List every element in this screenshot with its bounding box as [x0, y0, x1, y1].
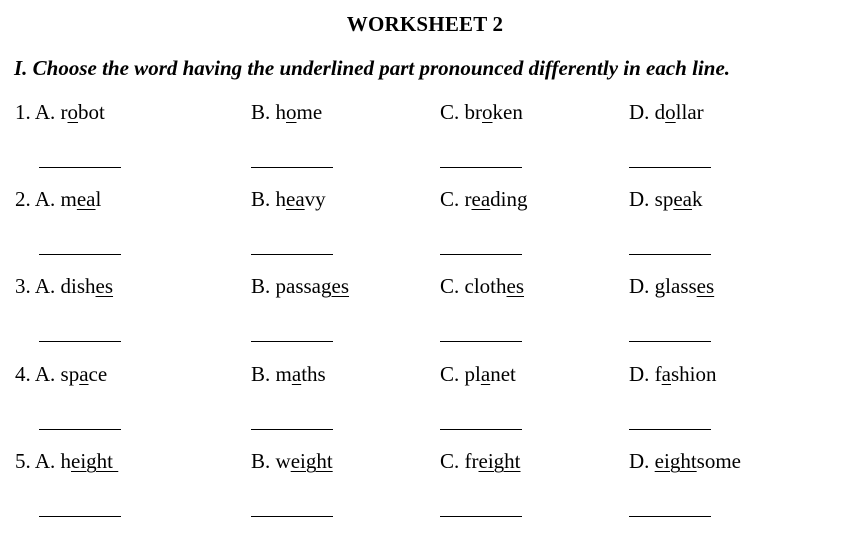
word-start: cloth [464, 274, 507, 298]
answer-blank[interactable] [39, 254, 121, 255]
answer-blank[interactable] [629, 167, 711, 168]
word-end: me [296, 100, 323, 124]
underlined-part: ea [673, 187, 693, 211]
worksheet-title: WORKSHEET 2 [346, 12, 504, 36]
option-c [440, 274, 524, 299]
option-prefix: 1. A. [15, 100, 61, 124]
word-end: bot [78, 100, 105, 124]
word-end: l [95, 187, 102, 211]
word-start: passag [275, 274, 332, 298]
option-a [15, 274, 113, 299]
option-prefix: C. [440, 362, 465, 386]
option-a [15, 362, 107, 387]
option-d [629, 449, 741, 474]
word-start: dish [60, 274, 96, 298]
word-end: ken [492, 100, 523, 124]
question-2 [0, 187, 850, 247]
word-start: fr [464, 449, 479, 473]
option-prefix: D. [629, 449, 655, 473]
answer-blank[interactable] [440, 341, 522, 342]
exercise-instruction: I. Choose the word having the underlined part pronounced differently in each line. [14, 56, 731, 80]
underlined-part: a [291, 362, 302, 386]
option-prefix: 5. A. [15, 449, 61, 473]
underlined-part: o [665, 100, 676, 124]
question-1 [0, 100, 850, 160]
underlined-part: eight [290, 449, 333, 473]
word-start: m [275, 362, 292, 386]
word-start: h [60, 449, 72, 473]
underlined-part: eight [478, 449, 521, 473]
answer-blank[interactable] [440, 254, 522, 255]
word-start: sp [654, 187, 674, 211]
option-c [440, 187, 528, 212]
answer-blank[interactable] [440, 516, 522, 517]
word-end: k [692, 187, 703, 211]
option-prefix: B. [251, 362, 276, 386]
option-a [15, 100, 105, 125]
option-prefix: 2. A. [15, 187, 61, 211]
word-start: glass [654, 274, 697, 298]
answer-blank[interactable] [251, 516, 333, 517]
option-d [629, 100, 704, 125]
underlined-part: o [286, 100, 297, 124]
option-b [251, 362, 326, 387]
word-end: vy [304, 187, 326, 211]
answer-blank[interactable] [251, 341, 333, 342]
word-start: h [275, 187, 287, 211]
option-prefix: B. [251, 449, 276, 473]
answer-blank[interactable] [629, 429, 711, 430]
answer-blank[interactable] [251, 254, 333, 255]
option-prefix: C. [440, 187, 465, 211]
word-end: ce [88, 362, 108, 386]
underlined-part: ea [286, 187, 305, 211]
answer-blank[interactable] [440, 429, 522, 430]
option-prefix: C. [440, 449, 465, 473]
word-start: r [60, 100, 68, 124]
option-prefix: D. [629, 274, 655, 298]
option-d [629, 274, 714, 299]
option-prefix: 3. A. [15, 274, 61, 298]
word-start: pl [464, 362, 481, 386]
option-d [629, 187, 703, 212]
answer-blank[interactable] [39, 167, 121, 168]
answer-blank[interactable] [629, 341, 711, 342]
option-b [251, 187, 326, 212]
answer-blank[interactable] [251, 429, 333, 430]
answer-blank[interactable] [251, 167, 333, 168]
underlined-part: a [480, 362, 491, 386]
option-prefix: D. [629, 187, 655, 211]
underlined-part: ea [471, 187, 491, 211]
word-start: m [60, 187, 77, 211]
question-5 [0, 449, 850, 509]
answer-blank[interactable] [39, 429, 121, 430]
option-c [440, 449, 521, 474]
word-end: shion [671, 362, 717, 386]
underlined-part: o [67, 100, 79, 124]
option-c [440, 362, 516, 387]
word-end: net [490, 362, 516, 386]
underlined-part: es [696, 274, 715, 298]
word-end: llar [675, 100, 704, 124]
option-prefix: B. [251, 274, 276, 298]
underlined-part: es [95, 274, 114, 298]
option-b [251, 449, 333, 474]
word-start: sp [60, 362, 80, 386]
underlined-part: es [506, 274, 525, 298]
option-prefix: D. [629, 362, 655, 386]
answer-blank[interactable] [629, 254, 711, 255]
option-prefix: C. [440, 274, 465, 298]
option-a [15, 449, 118, 474]
word-start: h [275, 100, 287, 124]
word-start: f [654, 362, 662, 386]
underlined-part: a [79, 362, 89, 386]
option-prefix: 4. A. [15, 362, 61, 386]
word-start: w [275, 449, 291, 473]
answer-blank[interactable] [440, 167, 522, 168]
word-start: br [464, 100, 483, 124]
answer-blank[interactable] [629, 516, 711, 517]
option-a [15, 187, 101, 212]
option-prefix: B. [251, 187, 276, 211]
underlined-part: ea [76, 187, 96, 211]
option-b [251, 100, 322, 125]
option-c [440, 100, 523, 125]
underlined-part: o [482, 100, 493, 124]
option-d [629, 362, 717, 387]
question-4 [0, 362, 850, 422]
underlined-part: eight [71, 449, 119, 473]
word-end: ths [301, 362, 326, 386]
option-prefix: C. [440, 100, 465, 124]
option-prefix: B. [251, 100, 276, 124]
answer-blank[interactable] [39, 341, 121, 342]
underlined-part: a [661, 362, 671, 386]
word-end: some [696, 449, 741, 473]
word-end: ding [490, 187, 528, 211]
option-b [251, 274, 349, 299]
option-prefix: D. [629, 100, 655, 124]
underlined-part: eight [654, 449, 697, 473]
underlined-part: es [331, 274, 350, 298]
word-start: r [464, 187, 472, 211]
word-start: d [654, 100, 666, 124]
question-3 [0, 274, 850, 334]
answer-blank[interactable] [39, 516, 121, 517]
